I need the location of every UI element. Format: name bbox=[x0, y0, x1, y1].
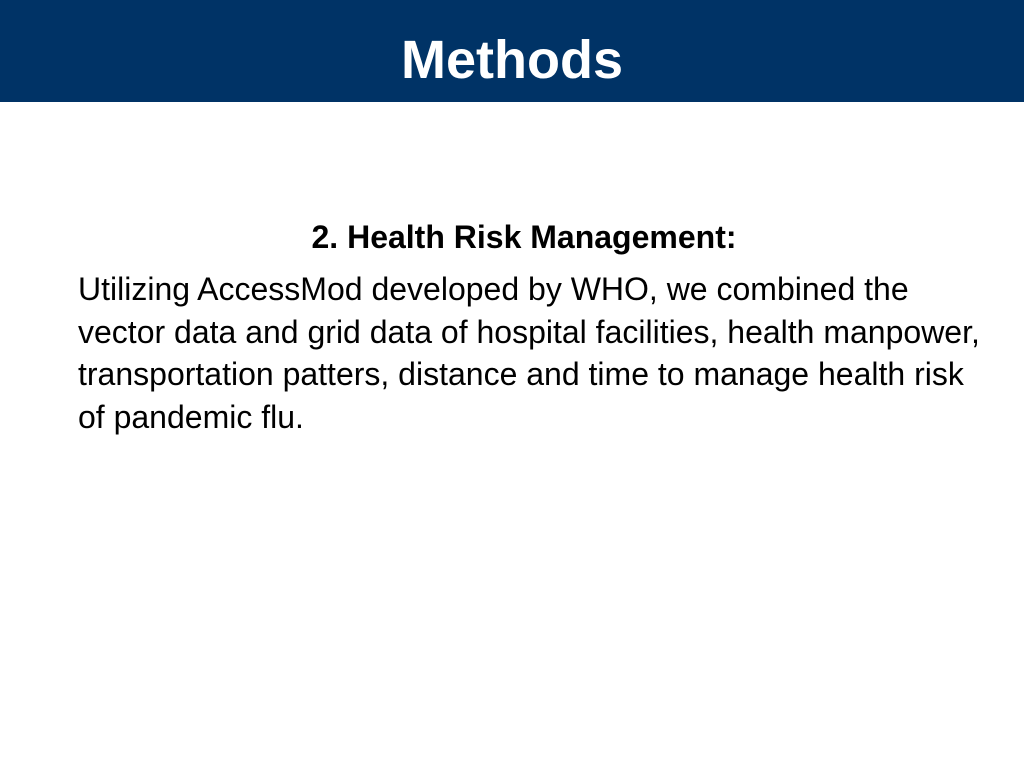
title-bar bbox=[0, 0, 1024, 102]
body-paragraph: Utilizing AccessMod developed by WHO, we combined the vector data and grid data of hospital facilities, health manpower, transportation patters, distance and time to manage health risk of pandemic flu. bbox=[78, 271, 980, 435]
section-heading: 2. Health Risk Management: bbox=[311, 219, 737, 255]
slide-title: Methods bbox=[401, 30, 623, 90]
